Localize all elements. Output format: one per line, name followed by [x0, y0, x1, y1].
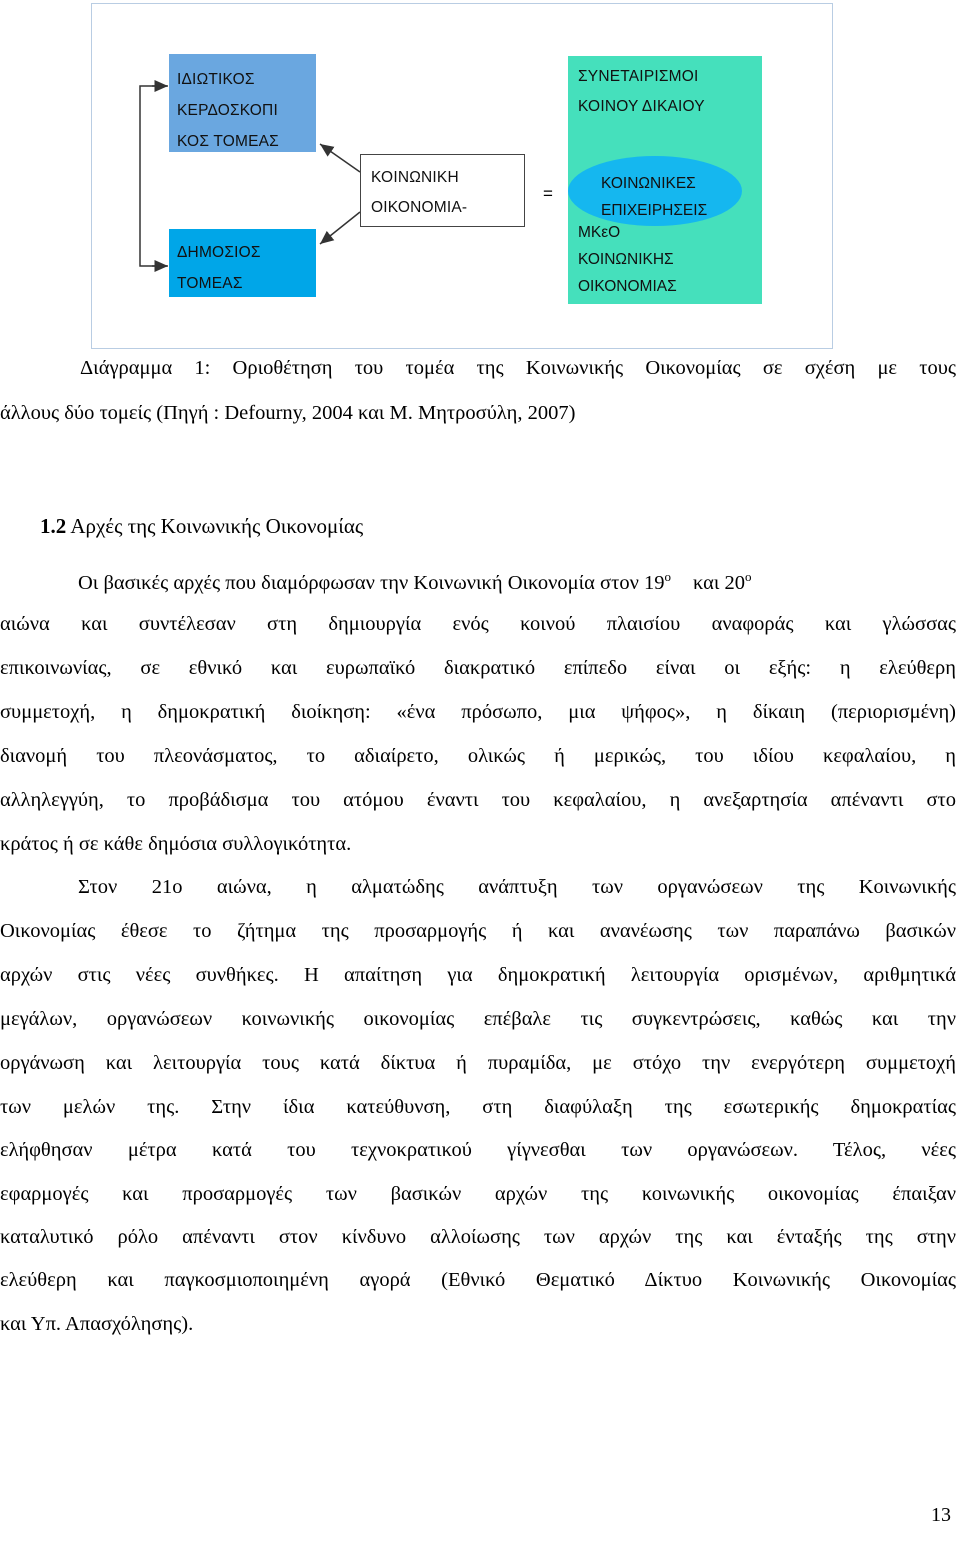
social-economy-box	[360, 154, 525, 227]
paragraph-2-line: των μελών της. Στην ίδια κατεύθυνση, στη διαφύλαξη της εσωτερικής δημοκρατίας	[0, 1096, 956, 1118]
coops-line-2: ΚΟΙΝΟΥ ΔΙΚΑΙΟΥ	[578, 98, 705, 115]
paragraph-2-line: ελήφθησαν μέτρα κατά του τεχνοκρατικού γίγνεσθαι των οργανώσεων. Τέλος, νέες	[0, 1139, 956, 1161]
p1-sup-1: ο	[664, 569, 671, 584]
private-sector-box	[169, 54, 316, 152]
p1-line1-pre: Οι βασικές αρχές που διαμόρφωσαν την Κοινωνική Οικονομία στον 19	[78, 571, 665, 594]
paragraph-1-line: κράτος ή σε κάθε δημόσια συλλογικότητα.	[0, 833, 352, 855]
p1-sup-2: ο	[745, 569, 752, 584]
caption-line-2: άλλους δύο τομείς (Πηγή : Defourny, 2004 και Μ. Μητροσύλη, 2007)	[0, 402, 576, 424]
private-sector-line-3: ΚΟΣ ΤΟΜΕΑΣ	[177, 133, 279, 150]
nonprofits-line-3: ΟΙΚΟΝΟΜΙΑΣ	[578, 278, 677, 295]
social-enterprises-ellipse	[568, 156, 742, 226]
arrow-to-public	[320, 212, 360, 244]
page-number: 13	[931, 1504, 951, 1526]
diagram-figure	[91, 3, 833, 349]
public-sector-line-2: ΤΟΜΕΑΣ	[177, 275, 243, 292]
social-economy-line-2: ΟΙΚΟΝΟΜΙΑ-	[371, 199, 468, 216]
coops-line-1: ΣΥΝΕΤΑΙΡΙΣΜΟΙ	[578, 68, 699, 85]
paragraph-2-line: αρχών στις νέες συνθήκες. Η απαίτηση για δημοκρατική λειτουργία ορισμένων, αριθμητικά	[0, 964, 956, 986]
social-enterprises-line-2: ΕΠΙΧΕΙΡΗΣΕΙΣ	[601, 202, 708, 219]
section-number: 1.2	[40, 514, 67, 538]
public-sector-line-1: ΔΗΜΟΣΙΟΣ	[177, 244, 261, 261]
arrow-to-private	[320, 144, 360, 172]
paragraph-2-line: Στον 21ο αιώνα, η αλματώδης ανάπτυξη των οργανώσεων της Κοινωνικής	[78, 876, 956, 898]
paragraph-2-line: μεγάλων, οργανώσεων κοινωνικής οικονομίας επέβαλε τις συγκεντρώσεις, καθώς και την	[0, 1008, 956, 1030]
paragraph-2-line: ελεύθερη και παγκοσμιοποιημένη αγορά (Εθνικό Θεματικό Δίκτυο Κοινωνικής Οικονομίας	[0, 1269, 956, 1291]
paragraph-2-line: και Υπ. Απασχόλησης).	[0, 1313, 194, 1335]
p1-line1-mid: και 20	[692, 571, 746, 594]
public-sector-box	[169, 229, 316, 297]
section-heading	[40, 514, 363, 539]
paragraph-2-line: εφαρμογές και προσαρμογές των βασικών αρχών της κοινωνικής οικονομίας έπαιξαν	[0, 1183, 956, 1205]
equals-sign: =	[543, 184, 553, 203]
paragraph-2-line: καταλυτικό ρόλο απέναντι στον κίνδυνο αλλοίωσης των αρχών της και ένταξής της στην	[0, 1226, 956, 1248]
paragraph-2-line: Οικονομίας έθεσε το ζήτημα της προσαρμογής ή και ανανέωσης των παραπάνω βασικών	[0, 920, 956, 942]
paragraph-1-line: αιώνα και συντέλεσαν στη δημιουργία ενός κοινού πλαισίου αναφοράς και γλώσσας	[0, 613, 956, 635]
private-sector-line-1: ΙΔΙΩΤΙΚΟΣ	[177, 71, 255, 88]
paragraph-1-line: επικοινωνίας, σε εθνικό και ευρωπαϊκό διακρατικό επίπεδο είναι οι εξής: η ελεύθερη	[0, 657, 956, 679]
paragraph-2-line: οργάνωση και λειτουργία τους κατά δίκτυα ή πυραμίδα, με στόχο την ενεργότερη συμμετοχή	[0, 1052, 956, 1074]
nonprofits-line-2: ΚΟΙΝΩΝΙΚΗΣ	[578, 251, 674, 268]
paragraph-1-line: αλληλεγγύη, το προβάδισμα του ατόμου έναντι του κεφαλαίου, η ανεξαρτησία απέναντι στο	[0, 789, 956, 811]
section-title: Αρχές της Κοινωνικής Οικονομίας	[70, 514, 364, 538]
social-economy-line-1: ΚΟΙΝΩΝΙΚΗ	[371, 169, 459, 186]
nonprofits-label	[578, 219, 677, 300]
paragraph-1-line-1	[78, 569, 752, 595]
caption-line-1: Διάγραμμα 1: Οριοθέτηση του τομέα της Κοινωνικής Οικονομίας σε σχέση με τους	[80, 357, 956, 379]
paragraph-1-line: συμμετοχή, η δημοκρατική διοίκηση: «ένα πρόσωπο, μια ψήφος», η δίκαιη (περιορισμένη)	[0, 701, 956, 723]
nonprofits-line-1: ΜΚεΟ	[578, 224, 621, 241]
bracket-connector	[140, 86, 167, 266]
private-sector-line-2: ΚΕΡΔΟΣΚΟΠΙ	[177, 102, 278, 119]
social-enterprises-line-1: ΚΟΙΝΩΝΙΚΕΣ	[601, 175, 696, 192]
paragraph-1-line: διανομή του πλεονάσματος, το αδιαίρετο, ολικώς ή μερικώς, του ιδίου κεφαλαίου, η	[0, 745, 956, 767]
